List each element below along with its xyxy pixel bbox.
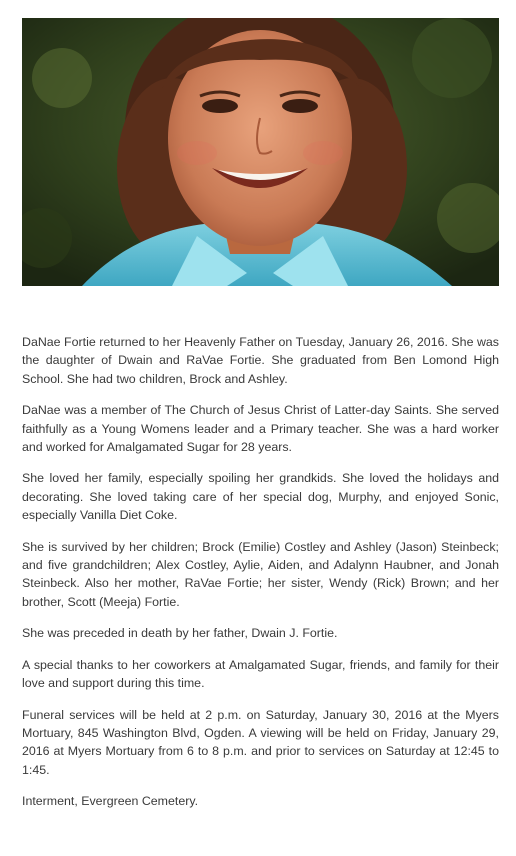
portrait-illustration (22, 18, 499, 286)
portrait-photo (22, 18, 499, 286)
obituary-paragraph: Funeral services will be held at 2 p.m. on Saturday, January 30, 2016 at the Myers Mortuary, 845 Washington Blvd, Ogden. A viewing will be held on Friday, January 29, 2016 at Myers Mortuary from 6 to 8 p.m. and prior to services on Saturday at 12:45 to 1:45. (22, 707, 499, 777)
obituary-paragraph: She loved her family, especially spoiling her grandkids. She loved the holidays and decorating. She loved taking care of her special dog, Murphy, and enjoyed Sonic, especially Vanilla Diet Coke. (22, 471, 499, 523)
obituary-text (22, 333, 499, 824)
obituary-paragraph: A special thanks to her coworkers at Amalgamated Sugar, friends, and family for their love and support during this time. (22, 657, 499, 691)
obituary-paragraph: DaNae Fortie returned to her Heavenly Father on Tuesday, January 26, 2016. She was the daughter of Dwain and RaVae Fortie. She graduated from Ben Lomond High School. She had two children, Brock and Ashley. (22, 335, 499, 386)
obituary-paragraph: She is survived by her children; Brock (Emilie) Costley and Ashley (Jason) Steinbeck; and five grandchildren; Alex Costley, Aylie, Aiden, and Adalynn Haubner, and Jonah Steinbeck. Also her mother, RaVae Fortie; her sister, Wendy (Rick) Brown; and her brother, Scott (Meeja) Fortie. (22, 539, 499, 609)
obituary-paragraph: DaNae was a member of The Church of Jesus Christ of Latter-day Saints. She served faithfully as a Young Womens leader and a Primary teacher. She was a hard worker and worked for Amalgamated Sugar for 28 years. (22, 403, 499, 455)
obituary-paragraph: Interment, Evergreen Cemetery. (22, 794, 199, 809)
obituary-paragraph: She was preceded in death by her father, Dwain J. Fortie. (22, 626, 338, 641)
